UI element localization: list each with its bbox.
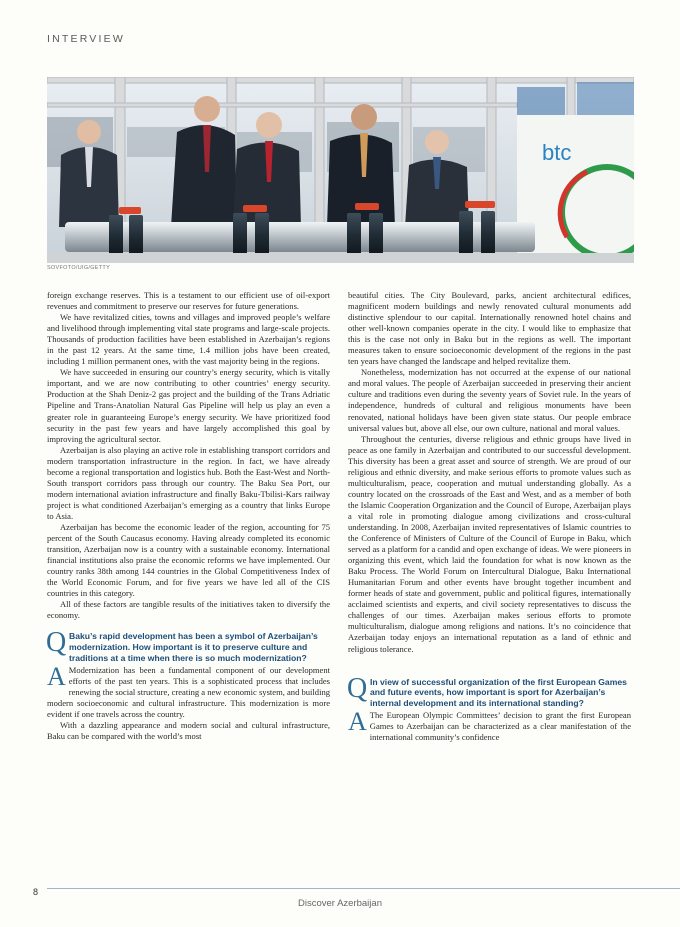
question-drop-letter: Q	[46, 627, 67, 659]
answer-drop-letter: A	[348, 707, 367, 737]
paragraph: With a dazzling appearance and modern social and cultural infrastructure, Baku can be compared with the world’s most	[47, 720, 330, 742]
interview-question	[46, 627, 330, 663]
paragraph: Azerbaijan has become the economic leader of the region, accounting for 75 percent of the South Caucasus economy. Having already completed its economic transition, Azerbaijan now is a country with a sustainable economy. International financial institutions also praise the economic reforms we have implemented. Our country ranks 38th among 144 countries in the Global Competitiveness Index of the World Economic Forum, and for five years we have led all of the CIS countries in this category.	[47, 521, 330, 599]
paragraph: We have succeeded in ensuring our country’s energy security, which is vitally important, and we are now contributing to other countries’ energy security. Production at the Shah Deniz-2 gas project and the building of the Trans Adriatic Pipeline and Trans-Anatolian Natural Gas Pipeline will help us play an even a greater role in guaranteeing Europe’s energy security. We have prioritized food security in the past few years and have largely accomplished this goal by improving the agricultural sector.	[47, 367, 330, 444]
paragraph: beautiful cities. The City Boulevard, parks, ancient architectural edifices, magnificent modern buildings and newly renovated cultural monuments add distinctive splendour to our capital. Internationally renowned hotel chains and other well-known companies operate in the city. I would like to emphasize that this is the case not only in Baku but in the regions as well. The important measures taken to ensure socioeconomic development of the regions in the past ten years have changed the landscape and helped revitalize them.	[348, 290, 631, 367]
answer-text: The European Olympic Committees’ decision to grant the first European Games to Azerbaijan can be characterized as a clear manifestation of the international community’s confidence	[369, 710, 631, 743]
paragraph: All of these factors are tangible results of the initiatives taken to diversify the economy.	[47, 599, 330, 621]
ceremony-photo	[47, 77, 634, 263]
interview-answer	[47, 662, 330, 720]
article-column-right	[348, 290, 631, 743]
answer-drop-letter: A	[47, 662, 66, 692]
paragraph: Azerbaijan is also playing an active role in establishing transport corridors and modern transportation infrastructure in the region. In fact, we have already become a regional transportation and logistics hub. Both the East-West and North-South transport corridors pass through our country. The Baku Sea Port, our modern international aviation infrastructure and finally Baku-Tbilisi-Kars railway project is what conditioned Azerbaijan’s emerging as a country that links Europe to Asia.	[47, 444, 330, 521]
answer-text: Modernization has been a fundamental component of our development efforts of the past ten years. This is a sophisticated process that includes renewing the social structure, creating a new economic system, and building modern socioeconomic and cultural infrastructure. This modernization is more evident if one travels across the country.	[47, 665, 330, 720]
section-label: INTERVIEW	[47, 33, 125, 45]
article-column-left	[47, 290, 330, 743]
page-number: 8	[33, 887, 39, 897]
btc-logo-text: btc	[542, 140, 572, 165]
interview-answer	[348, 707, 631, 743]
footer-rule	[47, 888, 680, 889]
paragraph: Throughout the centuries, diverse religious and ethnic groups have lived in peace as one family in Azerbaijan and contributed to our successful development. This diversity has been a great asset and source of strength. We are proud of our religious and ethnic diversity, and make serious efforts to promote values such as multiculturalism, peace, cooperation and mutual understanding globally. As a country located on the crossroads of the East and West, and as a member of both the Islamic Cooperation Organization and the Council of Europe, Azerbaijan plays a vital role in promoting dialogue among civilizations and cross-cultural understanding. In 2008, Azerbaijan invited representatives of Islamic countries to the Conference of Ministers of Culture of the Council of Europe in Baku, which served as a platform for a candid and open exchange of ideas. We were pioneers in organizing this event, which laid the foundation for what is now known as the Baku Process. The World Forum on Intercultural Dialogue, Baku International Humanitarian Forum and other events have brought together incumbent and former heads of state and government, public and political figures, internationally acclaimed scientists and experts, and civil society representatives to discuss the challenges of our times. Azerbaijan makes serious efforts to promote multiculturalism, dialogue among religions and nations. It’s no coincidence that Azerbaijan today enjoys an international reputation as a land of ethnic and religious tolerance.	[348, 433, 631, 654]
interview-question	[347, 672, 631, 709]
photo-credit: SOVFOTO/UIG/GETTY	[47, 265, 111, 271]
question-text: Baku’s rapid development has been a symbol of Azerbaijan’s modernization. How important is it to preserve culture and traditions at a time when there is so much modernization?	[69, 631, 318, 663]
paragraph: We have revitalized cities, towns and villages and improved people’s welfare and livelihood through implementing vital state programs and large-scale projects. Thousands of production facilities have been established in Azerbaijan’s regions in the past 12 years. At the same time, 1.4 million jobs have been created, including 1 million permanent ones, with the vast majority being in the regions.	[47, 312, 330, 367]
paragraph: Nonetheless, modernization has not occurred at the expense of our national and moral values. The people of Azerbaijan succeeded in preserving their ancient culture and traditions even during the seventy years of Soviet rule. In the years of independence, hundreds of cultural and religious monuments have been renovated, national holidays have been given state status. Our people embrace universal values but, above all else, our own culture, national and moral values.	[348, 367, 631, 433]
question-text: In view of successful organization of the first European Games and future events, how important is sport for Azerbaijan’s internal development and its international standing?	[370, 676, 627, 708]
publication-name: Discover Azerbaijan	[298, 898, 382, 909]
question-drop-letter: Q	[347, 672, 368, 704]
paragraph: foreign exchange reserves. This is a testament to our efficient use of oil-export revenues and commitment to preserve our reserves for future generations.	[47, 290, 330, 312]
